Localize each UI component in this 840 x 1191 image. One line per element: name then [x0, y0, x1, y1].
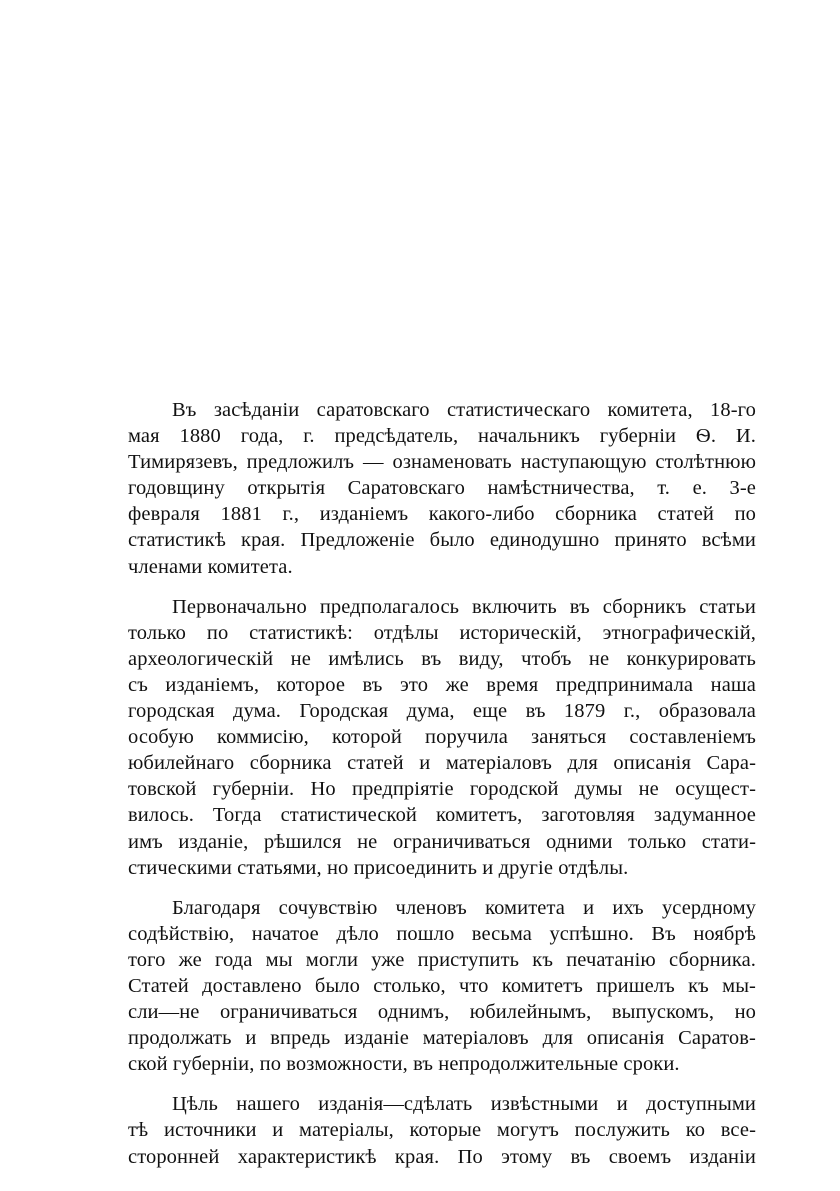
- text-line: содѣйствію, начатое дѣло пошло весьма успѣшно. Въ ноябрѣ: [128, 922, 756, 945]
- text-line: Въ засѣданіи саратовскаго статистическаго комитета, 18-го: [172, 399, 756, 421]
- text-line: продолжать и впредь изданіе матеріаловъ для описанія Саратов-: [128, 1027, 756, 1050]
- text-line: Статей доставлено было столько, что комитетъ пришелъ къ мы-: [128, 974, 756, 997]
- paragraph-3: [128, 895, 756, 1078]
- text-line: мая 1880 года, г. предсѣдатель, начальникъ губерніи Ѳ. И.: [128, 425, 756, 448]
- text-line: ской губерніи, по возможности, въ непродолжительные сроки.: [128, 1053, 680, 1076]
- text-line: статистикѣ края. Предложеніе было единодушно принято всѣми: [128, 529, 756, 552]
- paragraph-1: [128, 397, 756, 580]
- text-line: вилось. Тогда статистической комитетъ, заготовляя задуманное: [128, 804, 756, 827]
- text-line: съ изданіемъ, которое въ это же время предпринимала наша: [128, 673, 756, 696]
- text-line: Благодаря сочувствію членовъ комитета и ихъ усердному: [172, 896, 756, 919]
- text-line: Тимирязевъ, предложилъ — ознаменовать наступающую столѣтнюю: [128, 451, 756, 474]
- text-line: Цѣль нашего изданія—сдѣлать извѣстными и доступными: [172, 1093, 756, 1116]
- text-line: годовщину открытія Саратовскаго намѣстничества, т. е. 3-е: [128, 477, 756, 500]
- text-line: февраля 1881 г., изданіемъ какого-либо сборника статей по: [128, 503, 756, 526]
- text-line: сторонней характеристикѣ края. По этому въ своемъ изданіи: [128, 1145, 756, 1168]
- text-line: того же года мы могли уже приступить къ печатанію сборника.: [128, 948, 756, 971]
- text-line: городская дума. Городская дума, еще въ 1879 г., образовала: [128, 700, 756, 723]
- text-line: тѣ источники и матеріалы, которые могутъ послужить ко все-: [128, 1119, 756, 1142]
- document-body-text: [128, 397, 756, 1184]
- text-line: особую коммисію, которой поручила заняться составленіемъ: [128, 726, 756, 749]
- text-line: сли—не ограничиваться однимъ, юбилейнымъ, выпускомъ, но: [128, 1001, 756, 1024]
- paragraph-2: [128, 594, 756, 881]
- text-line: юбилейнаго сборника статей и матеріаловъ для описанія Сара-: [128, 752, 756, 775]
- text-line: членами комитета.: [128, 555, 293, 578]
- text-line: археологическій не имѣлись въ виду, чтобъ не конкурировать: [128, 647, 756, 670]
- paragraph-4: [128, 1091, 756, 1169]
- text-line: только по статистикѣ: отдѣлы историческій, этнографическій,: [128, 621, 756, 644]
- text-line: стическими статьями, но присоединить и другіе отдѣлы.: [128, 856, 629, 879]
- text-line: товской губерніи. Но предпріятіе городской думы не осущест-: [128, 778, 756, 801]
- text-line: имъ изданіе, рѣшился не ограничиваться одними только стати-: [128, 830, 756, 853]
- text-line: Первоначально предполагалось включить въ сборникъ статьи: [172, 595, 756, 618]
